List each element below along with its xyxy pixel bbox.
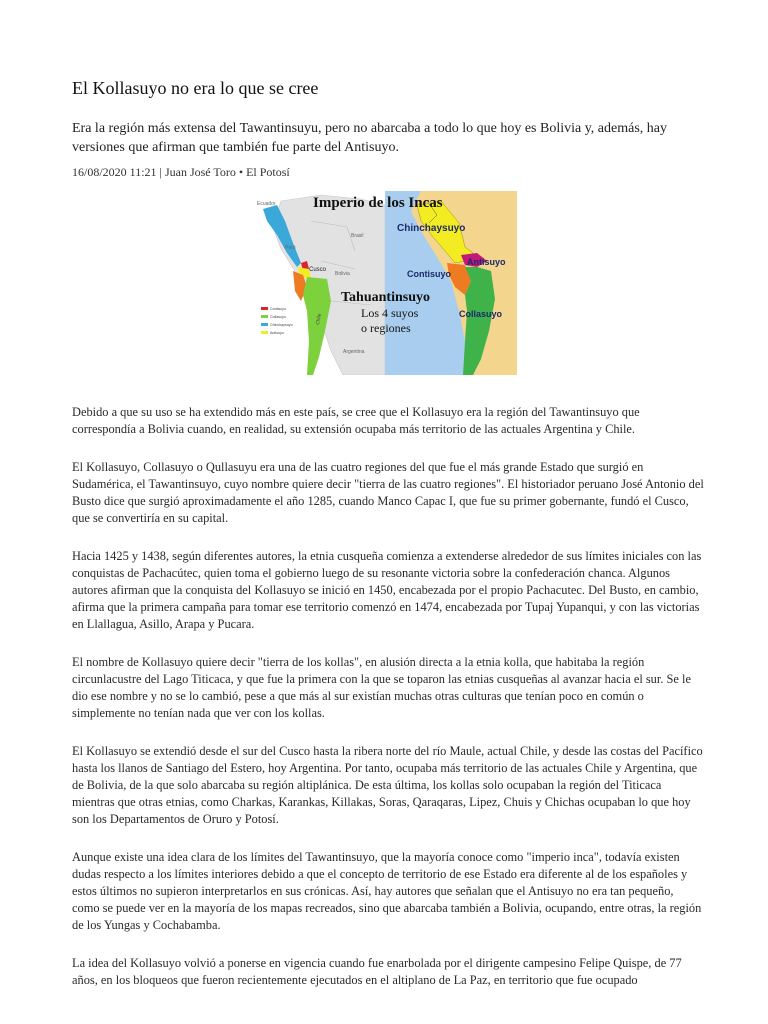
region-label-antisuyo: Antisuyo [467,257,506,267]
paragraph: El nombre de Kollasuyo quiere decir "tierra de los kollas", en alusión directa a la etnia kolla, que habitaba la región circunlacustre del Lago Titicaca, y que fue la primera con la que se toparon las etnias cusqueñas al avanzar hacia el sur. Se le dio ese nombre y no se lo cambió, pese a que más al sur existían muchas otras culturas que tenían poco en común o simplemente no tenían nada que ver con los kollas. [72,655,691,720]
article-lead: Era la región más extensa del Tawantinsuyu, pero no abarcaba a todo lo que hoy es Bolivia y, además, hay versiones que afirman que también fue parte del Antisuyo. [72,121,667,155]
map-caption-line1: Los 4 suyos [361,306,419,320]
label-peru: Perú [285,245,296,251]
label-chile: Chile [315,313,323,326]
legend-item: Chinchaysuyo [270,323,293,327]
inca-empire-map [251,191,517,375]
map-title: Imperio de los Incas [313,195,443,211]
label-argentina: Argentina [343,349,365,355]
paragraph: Aunque existe una idea clara de los límites del Tawantinsuyo, que la mayoría conoce como "imperio inca", todavía existen dudas respecto a los límites interiores debido a que el concepto de territorio de ese Estado era diferente al de los españoles y estos últimos no supieron interpretarlos en sus crónicas. Así, hay autores que señalan que el Antisuyo no era tan pequeño, como se puede ver en la mayoría de los mapas recreados, sino que abarcaba también a Bolivia, ocupando, entre otras, la región de los Yungas y Cochabamba. [72,850,702,932]
label-ecuador: Ecuador [257,201,276,207]
paragraph: Hacia 1425 y 1438, según diferentes autores, la etnia cusqueña comienza a extenderse alrededor de sus límites iniciales con las conquistas de Pachacútec, quien toma el gobierno luego de su resonante victoria sobre la confederación chanca. Algunos autores afirman que la conquista del Kollasuyo se inició en 1450, encabezada por el propio Pachacutec. Del Busto, en cambio, afirma que la primera campaña para tomar ese territorio comenzó en 1474, encabezada por Tupaj Yupanqui, y con las victorias en Llallagua, Asillo, Arapa y Pucara. [72,549,702,631]
article-title: El Kollasuyo no era lo que se cree [72,78,319,98]
legend-item: Contisuyo [270,307,286,311]
paragraph: El Kollasuyo se extendió desde el sur del Cusco hasta la ribera norte del río Maule, actual Chile, y desde las costas del Pacífico hasta los llanos de Santiago del Estero, hoy Argentina. Por tanto, ocupaba más territorio de las actuales Chile y Argentina, que de Bolivia, de la que solo abarcaba su región altiplánica. De esta última, los kollas solo ocupaban la región del Titicaca mientras que otras etnias, como Charkas, Karankas, Killakas, Soras, Qaraqaras, Lipez, Chuis y Chichas ocupaban lo que hoy son los Departamentos de Oruro y Potosí. [72,744,703,826]
article-byline: 16/08/2020 11:21 | Juan José Toro • El Potosí [72,165,290,179]
paragraph: La idea del Kollasuyo volvió a ponerse en vigencia cuando fue enarbolada por el dirigente campesino Felipe Quispe, de 77 años, en los bloqueos que fueron recientemente ejecutados en el altiplano de La Paz, en territorio que fue ocupado [72,956,682,987]
region-label-contisuyo: Contisuyo [407,269,451,279]
map-caption-line2: o regiones [361,321,411,335]
article-body [72,404,704,1010]
region-label-chinchaysuyo: Chinchaysuyo [397,223,466,234]
legend-item: Collasuyo [270,315,286,319]
label-bolivia: Bolivia [335,271,350,277]
map-subtitle: Tahuantinsuyo [341,290,430,305]
paragraph: Debido a que su uso se ha extendido más en este país, se cree que el Kollasuyo era la región del Tawantinsuyo que correspondía a Bolivia cuando, en realidad, su extensión ocupaba más territorio de las actuales Argentina y Chile. [72,405,640,436]
region-label-collasuyo: Collasuyo [459,309,503,319]
label-brasil: Brasil [351,233,364,239]
paragraph: El Kollasuyo, Collasuyo o Qullasuyu era una de las cuatro regiones del que fue el más grande Estado que surgió en Sudamérica, el Tawantinsuyo, cuyo nombre quiere decir "tierra de las cuatro regiones". El historiador peruano José Antonio del Busto dice que surgió aproximadamente el año 1285, cuando Manco Capac I, que fue su primer gobernante, fundó el Cusco, que se convertiría en su capital. [72,460,704,525]
legend-item: Antisuyo [270,331,284,335]
label-cusco: Cusco [309,267,327,273]
